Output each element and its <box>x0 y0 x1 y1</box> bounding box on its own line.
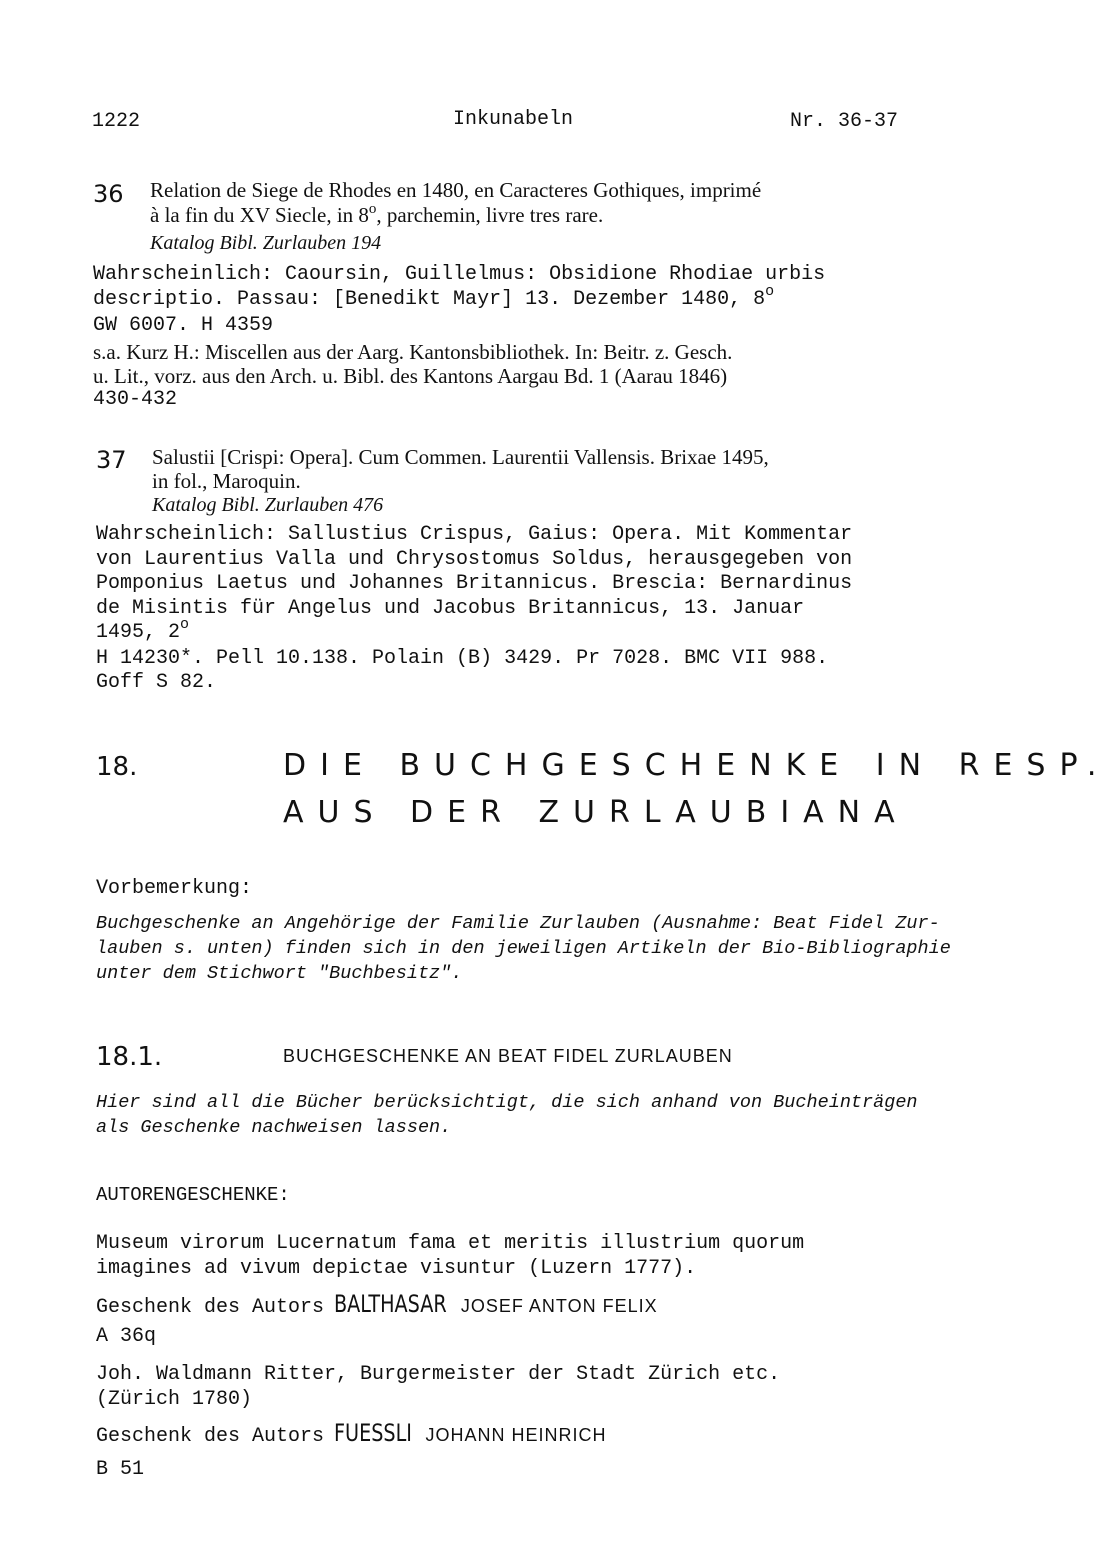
section-18-1-title: BUCHGESCHENKE AN BEAT FIDEL ZURLAUBEN <box>283 1046 733 1066</box>
entry-36-desc-line-3: GW 6007. H 4359 <box>93 314 274 337</box>
entry-36-literature <box>93 340 732 412</box>
entry-36-octavo-mark: o <box>368 201 377 217</box>
chapter-18-number: 18. <box>96 752 138 782</box>
entry-36-number: 36 <box>93 180 124 208</box>
entry-37-citation <box>152 445 769 517</box>
gift-1-title-line-1: Museum virorum Lucernatum fama et meritis illustrium quorum <box>96 1232 805 1255</box>
entry-37-citation-line-1: Salustii [Crispi: Opera]. Cum Commen. Laurentii Vallensis. Brixae 1495, <box>152 445 769 469</box>
gift-1-shelfmark: A 36q <box>96 1325 157 1348</box>
entry-36-lit-line-2: u. Lit., vorz. aus den Arch. u. Bibl. des Kantons Aargau Bd. 1 (Aarau 1846) <box>93 364 728 388</box>
entry-37-desc-line-2: von Laurentius Valla und Chrysostomus Soldus, herausgegeben von <box>96 547 853 571</box>
gift-2-donor-surname: FUESSLI <box>334 1419 413 1447</box>
page-number: 1222 <box>92 110 141 133</box>
gift-2-title <box>96 1362 780 1412</box>
gift-2-title-line-2: (Zürich 1780) <box>96 1388 253 1411</box>
gift-1-donor-surname: BALTHASAR <box>334 1290 447 1318</box>
gift-1-donor <box>96 1290 658 1319</box>
section-18-1-note-line-1: Hier sind all die Bücher berücksichtigt, die sich anhand von Bucheinträgen <box>96 1092 918 1113</box>
entry-36-description <box>93 262 825 338</box>
gift-1-title-line-2: imagines ad vivum depictae visuntur (Luzern 1777). <box>96 1257 697 1280</box>
gift-2-title-line-1: Joh. Waldmann Ritter, Burgermeister der Stadt Zürich etc. <box>96 1363 781 1386</box>
entry-36-lit-line-1: s.a. Kurz H.: Miscellen aus der Aarg. Kantonsbibliothek. In: Beitr. z. Gesch. <box>93 340 733 364</box>
entry-37-number: 37 <box>96 446 127 474</box>
vorbemerkung-heading: Vorbemerkung: <box>96 877 253 900</box>
entry-36-citation-line-1: Relation de Siege de Rhodes en 1480, en Caracteres Gothiques, imprimé <box>150 178 762 202</box>
vorbemerkung-text <box>96 911 951 986</box>
entry-37-folio-mark: o <box>180 616 190 633</box>
entry-36-catalog: Katalog Bibl. Zurlauben 194 <box>150 232 382 254</box>
entry-37-desc-line-1: Wahrscheinlich: Sallustius Crispus, Gaius: Opera. Mit Kommentar <box>96 523 853 546</box>
entry-37-citation-line-2: in fol., Maroquin. <box>152 469 301 493</box>
vorbemerkung-line-2: lauben s. unten) finden sich in den jeweiligen Artikeln der Bio-Bibliographie <box>96 938 951 959</box>
gift-2-donor-given: JOHANN HEINRICH <box>425 1425 607 1445</box>
entry-36-desc-line-2-a: descriptio. Passau: [Benedikt Mayr] 13. Dezember 1480, 8 <box>93 288 766 311</box>
entry-36-desc-line-2 <box>93 283 825 313</box>
entry-37-description <box>96 523 852 696</box>
entry-range: Nr. 36-37 <box>790 110 899 133</box>
entry-37-desc-line-3: Pomponius Laetus und Johannes Britannicus. Brescia: Bernardinus <box>96 572 853 595</box>
entry-36-desc-octavo-mark: o <box>765 283 775 300</box>
entry-37-desc-line-5-a: 1495, 2 <box>96 621 181 644</box>
entry-37-catalog: Katalog Bibl. Zurlauben 476 <box>152 494 384 516</box>
entry-37-desc-line-6: H 14230*. Pell 10.138. Polain (B) 3429. Pr 7028. BMC VII 988. <box>96 646 829 670</box>
gift-1-donor-label: Geschenk des Autors <box>96 1296 325 1319</box>
entry-36-citation <box>150 178 761 256</box>
section-18-1-number: 18.1. <box>96 1042 163 1072</box>
gift-1-title <box>96 1231 804 1281</box>
entry-36-lit-line-3: 430-432 <box>93 388 178 411</box>
entry-36-desc-line-1: Wahrscheinlich: Caoursin, Guillelmus: Obsidione Rhodiae urbis <box>93 263 826 286</box>
gift-2-donor-label: Geschenk des Autors <box>96 1425 325 1448</box>
entry-36-citation-line-2 <box>150 203 761 231</box>
entry-37-desc-line-4: de Misintis für Angelus und Jacobus Britannicus, 13. Januar <box>96 596 805 620</box>
entry-37-desc-line-5 <box>96 616 852 647</box>
vorbemerkung-line-3: unter dem Stichwort "Buchbesitz". <box>96 963 463 984</box>
section-18-1-note <box>96 1090 918 1140</box>
entry-36-citation-line-2-b: , parchemin, livre tres rare. <box>376 203 604 227</box>
gift-2-shelfmark: B 51 <box>96 1458 145 1481</box>
vorbemerkung-line-1: Buchgeschenke an Angehörige der Familie Zurlauben (Ausnahme: Beat Fidel Zur- <box>96 913 940 934</box>
running-title: Inkunabeln <box>453 108 574 131</box>
gift-1-donor-given: JOSEF ANTON FELIX <box>460 1296 658 1316</box>
gift-2-donor <box>96 1419 607 1448</box>
section-18-1-note-line-2: als Geschenke nachweisen lassen. <box>96 1117 452 1138</box>
autorengeschenke-heading: AUTORENGESCHENKE: <box>96 1184 290 1206</box>
chapter-18-title-line-2: AUS DER ZURLAUBIANA <box>283 795 909 830</box>
entry-37-desc-line-7: Goff S 82. <box>96 671 217 694</box>
chapter-18-title-line-1: DIE BUCHGESCHENKE IN RESP. <box>283 748 1110 783</box>
entry-36-citation-line-2-a: à la fin du XV Siecle, in 8 <box>150 203 369 227</box>
